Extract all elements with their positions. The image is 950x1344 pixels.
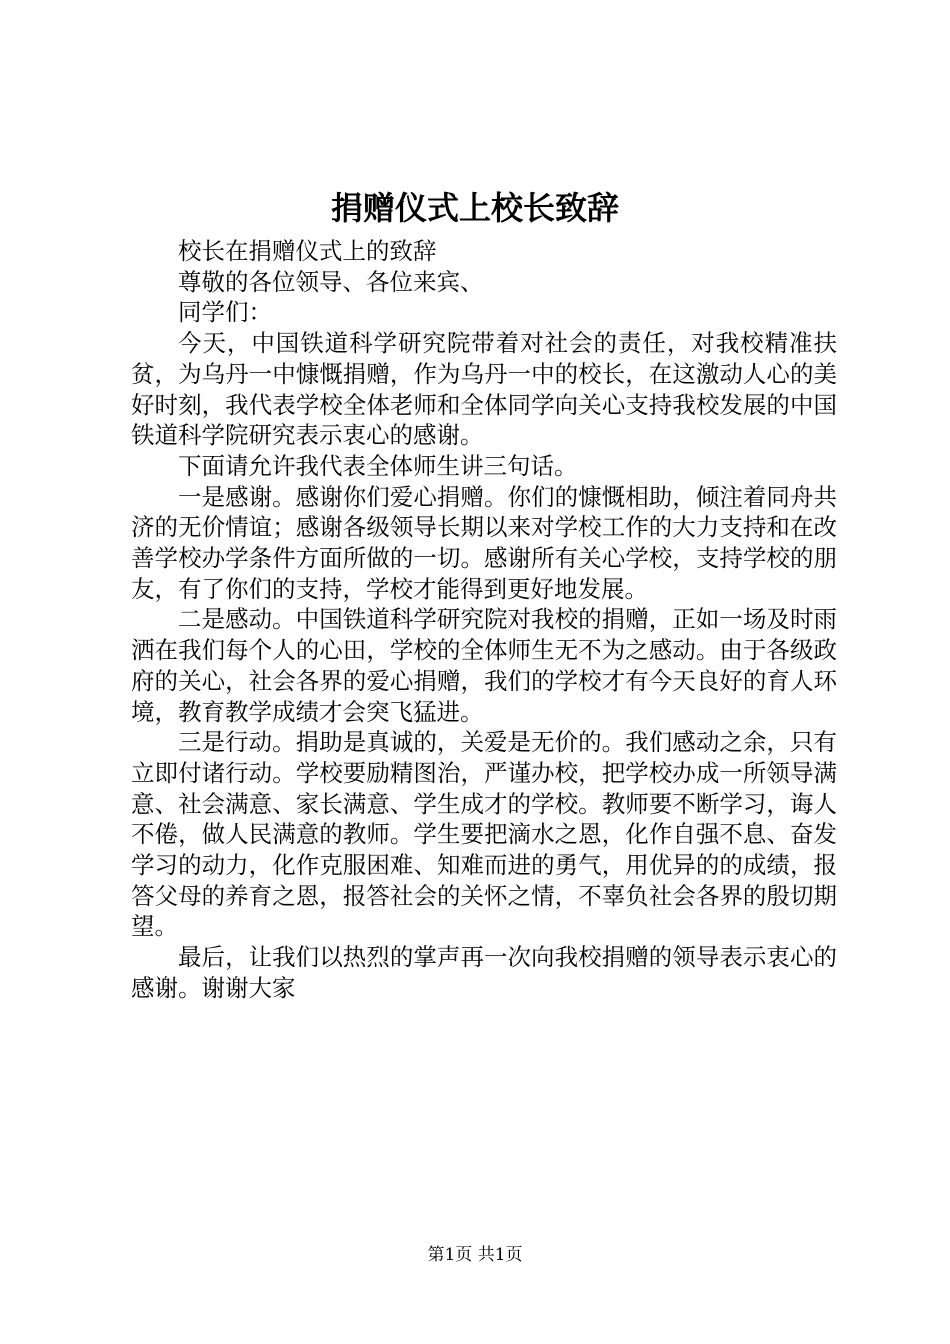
document-body (131, 236, 837, 1004)
paragraph-salutation-2: 同学们： (178, 298, 272, 327)
paragraph-opening: 今天，中国铁道科学研究院带着对社会的责任，对我校精准扶贫，为乌丹一中慷慨捐赠，作为乌丹一中的校长，在这激动人心的美好时刻，我代表学校全体老师和全体同学向关心支持我校发展的中国铁道科学院研究表示衷心的感谢。 (131, 329, 837, 450)
document-title: 捐赠仪式上校长致辞 (330, 189, 619, 227)
paragraph-intro: 下面请允许我代表全体师生讲三句话。 (178, 451, 578, 480)
paragraph-action: 三是行动。捐助是真诚的，关爱是无价的。我们感动之余，只有立即付诸行动。学校要励精图治，严谨办校，把学校办成一所领导满意、社会满意、家长满意、学生成才的学校。教师要不断学习，诲人不倦，做人民满意的教师。学生要把滴水之恩，化作自强不息、奋发学习的动力，化作克服困难、知难而进的勇气，用优异的的成绩，报答父母的养育之恩，报答社会的关怀之情，不辜负社会各界的殷切期望。 (131, 728, 837, 941)
paragraph-thanks: 一是感谢。感谢你们爱心捐赠。你们的慷慨相助，倾注着同舟共济的无价情谊；感谢各级领导长期以来对学校工作的大力支持和在改善学校办学条件方面所做的一切。感谢所有关心学校，支持学校的朋友，有了你们的支持，学校才能得到更好地发展。 (131, 482, 837, 603)
paragraph-closing: 最后，让我们以热烈的掌声再一次向我校捐赠的领导表示衷心的感谢。谢谢大家 (131, 943, 837, 1002)
paragraph-subtitle: 校长在捐赠仪式上的致辞 (178, 237, 437, 265)
paragraph-salutation: 尊敬的各位领导、各位来宾、 (178, 267, 484, 296)
paragraph-moved: 二是感动。中国铁道科学研究院对我校的捐赠，正如一场及时雨洒在我们每个人的心田，学校的全体师生无不为之感动。由于各级政府的关心，社会各界的爱心捐赠，我们的学校才有今天良好的育人环境，教育教学成绩才会突飞猛进。 (131, 605, 837, 726)
page-footer: 第1页 共1页 (427, 1245, 523, 1265)
